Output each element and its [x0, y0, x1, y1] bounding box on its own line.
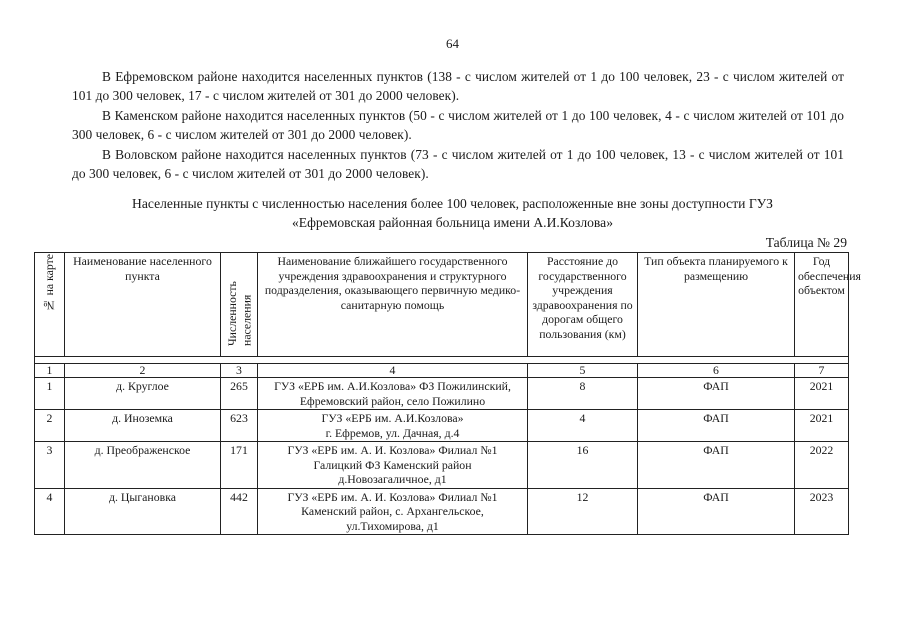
cell-map-number: 1: [35, 378, 65, 410]
facility-line: г. Ефремов, ул. Дачная, д.4: [325, 425, 460, 440]
cell-distance: 12: [528, 488, 638, 535]
header-distance: Расстояние до государственного учреждения здравоохранения по дорогам общего пользования (км): [528, 253, 638, 357]
table-row: [35, 442, 849, 489]
table-heading-line-1: Населенные пункты с численностью населения более 100 человек, расположенные вне зоны доступности ГУЗ: [132, 196, 773, 211]
cell-settlement-name: д. Преображенское: [65, 442, 221, 489]
facility-line: ГУЗ «ЕРБ им. А. И. Козлова» Филиал №1: [287, 489, 498, 504]
table-row: [35, 378, 849, 410]
settlements-table: [34, 252, 861, 535]
facility-line: д.Новозагаличное, д1: [338, 472, 447, 486]
header-year: Год обеспечения объектом: [795, 253, 849, 357]
cell-map-number: 2: [35, 410, 65, 442]
cell-map-number: 4: [35, 488, 65, 535]
header-facility: Наименование ближайшего государственного учреждения здравоохранения и структурного подразделения, оказывающего первичную медико-санитарную помощь: [258, 253, 528, 357]
header-population: Численность населения: [221, 253, 258, 357]
header-spacer: [35, 357, 849, 364]
cell-facility: [258, 488, 528, 535]
cell-settlement-name: д. Иноземка: [65, 410, 221, 442]
cell-object-type: ФАП: [638, 488, 795, 535]
column-number: 1: [35, 364, 65, 378]
facility-line: Каменский район, с. Архангельское,: [301, 504, 484, 518]
column-number: 5: [528, 364, 638, 378]
cell-population: 265: [221, 378, 258, 410]
cell-year: 2023: [795, 488, 849, 535]
column-number-row: [35, 364, 849, 378]
facility-line: Галицкий ФЗ Каменский район: [313, 457, 472, 472]
table-label: Таблица № 29: [765, 235, 847, 250]
header-map-number: № на карте: [35, 253, 65, 357]
cell-year: 2021: [795, 410, 849, 442]
facility-line: ГУЗ «ЕРБ им. А. И. Козлова» Филиал №1: [287, 443, 498, 457]
header-object-type: Тип объекта планируемого к размещению: [638, 253, 795, 357]
cell-facility: [258, 378, 528, 410]
column-number: 6: [638, 364, 795, 378]
table-header-row: [35, 253, 849, 357]
table-row: [35, 410, 849, 442]
cell-year: 2021: [795, 378, 849, 410]
table-heading: [60, 194, 845, 232]
body-text: [72, 67, 844, 184]
cell-map-number: 3: [35, 442, 65, 489]
cell-object-type: ФАП: [638, 442, 795, 489]
cell-distance: 8: [528, 378, 638, 410]
facility-line: ГУЗ «ЕРБ им. А.И.Козлова»: [321, 411, 464, 425]
cell-distance: 16: [528, 442, 638, 489]
cell-object-type: ФАП: [638, 378, 795, 410]
table-row: [35, 488, 849, 535]
column-number: 2: [65, 364, 221, 378]
column-number: 3: [221, 364, 258, 378]
column-number: 7: [795, 364, 849, 378]
facility-line: ул.Тихомирова, д1: [346, 518, 439, 533]
cell-object-type: ФАП: [638, 410, 795, 442]
facility-line: ГУЗ «ЕРБ им. А.И.Козлова» ФЗ Пожилинский,: [274, 379, 511, 393]
cell-facility: [258, 442, 528, 489]
paragraph-kamensky: В Каменском районе находится населенных пунктов (50 - с числом жителей от 1 до 100 человек, 4 - с числом жителей от 101 до 300 человек, 6 - с числом жителей от 301 до 2000 человек).: [72, 108, 844, 142]
paragraph-volovsky: В Воловском районе находится населенных пунктов (73 - с числом жителей от 1 до 100 человек, 13 - с числом жителей от 101 до 300 человек, 6 - с числом жителей от 301 до 2000 человек).: [72, 147, 844, 181]
cell-population: 623: [221, 410, 258, 442]
header-settlement-name: Наименование населенного пункта: [65, 253, 221, 357]
cell-distance: 4: [528, 410, 638, 442]
cell-settlement-name: д. Цыгановка: [65, 488, 221, 535]
facility-line: Ефремовский район, село Пожилино: [299, 393, 486, 408]
cell-settlement-name: д. Круглое: [65, 378, 221, 410]
table-heading-line-2: «Ефремовская районная больница имени А.И.Козлова»: [292, 215, 613, 230]
cell-year: 2022: [795, 442, 849, 489]
cell-population: 442: [221, 488, 258, 535]
page-number: 64: [446, 36, 459, 51]
paragraph-efremov: В Ефремовском районе находится населенных пунктов (138 - с числом жителей от 1 до 100 человек, 23 - с числом жителей от 101 до 300 человек, 17 - с числом жителей от 301 до 2000 человек).: [72, 69, 844, 103]
column-number: 4: [258, 364, 528, 378]
cell-facility: [258, 410, 528, 442]
cell-population: 171: [221, 442, 258, 489]
